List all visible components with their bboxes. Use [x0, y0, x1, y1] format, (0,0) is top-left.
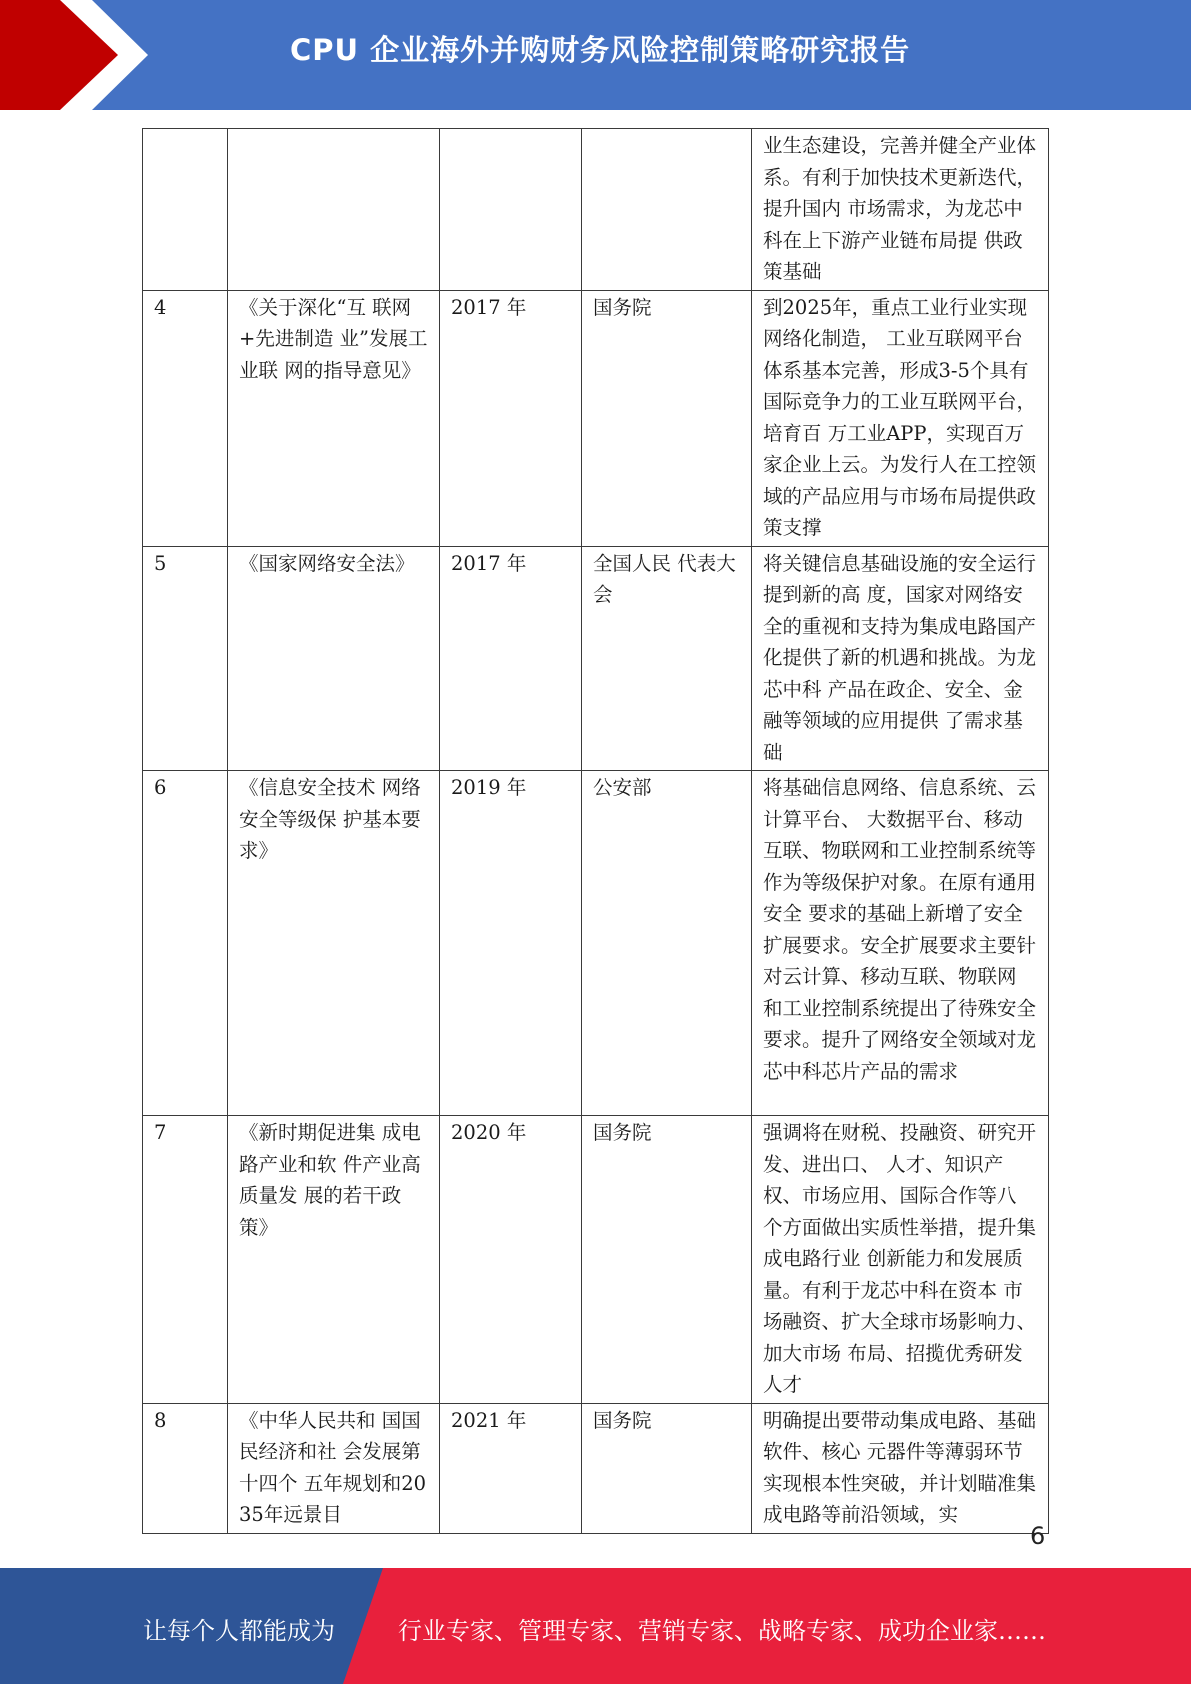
- cell-policy-name: 《信息安全技术 网络安全等级保 护基本要求》: [228, 771, 440, 1116]
- cell-policy-name: 《关于深化“互 联网+先进制造 业”发展工业联 网的指导意见》: [228, 290, 440, 546]
- cell-policy-name: 《中华人民共和 国国民经济和社 会发展第十四个 五年规划和2035年远景目: [228, 1403, 440, 1533]
- table-row: [143, 129, 1049, 291]
- cell-issuer: [582, 129, 752, 291]
- cell-description: 将关键信息基础设施的安全运行提到新的高 度，国家对网络安全的重视和支持为集成电路国产化提供了新的机遇和挑战。为龙芯中科 产品在政企、安全、金融等领域的应用提供 了需求基础: [752, 546, 1049, 771]
- cell-year: 2021 年: [440, 1403, 582, 1533]
- cell-year: 2017 年: [440, 546, 582, 771]
- cell-description: 业生态建设，完善并健全产业体系。有利于加快技术更新迭代，提升国内 市场需求，为龙芯中科在上下游产业链布局提 供政策基础: [752, 129, 1049, 291]
- cell-description: 到2025年，重点工业行业实现网络化制造， 工业互联网平台体系基本完善，形成3-5个具有国际竞争力的工业互联网平台，培育百 万工业APP，实现百万家企业上云。为发行人在工控领域的产品应用与市场布局提供政 策支撑: [752, 290, 1049, 546]
- cell-number: 4: [143, 290, 228, 546]
- cell-number: [143, 129, 228, 291]
- cell-number: 7: [143, 1116, 228, 1404]
- cell-year: 2017 年: [440, 290, 582, 546]
- policy-table: [142, 128, 1049, 1534]
- header-arrow-decoration: [0, 0, 150, 110]
- cell-issuer: 国务院: [582, 1403, 752, 1533]
- footer-slogan-right: 行业专家、管理专家、营销专家、战略专家、成功企业家……: [398, 1617, 1046, 1645]
- page-number: 6: [1030, 1522, 1046, 1550]
- cell-issuer: 国务院: [582, 290, 752, 546]
- cell-number: 5: [143, 546, 228, 771]
- table-row: [143, 771, 1049, 1116]
- cell-year: 2020 年: [440, 1116, 582, 1404]
- cell-number: 8: [143, 1403, 228, 1533]
- cell-policy-name: 《新时期促进集 成电路产业和软 件产业高质量发 展的若干政策》: [228, 1116, 440, 1404]
- cell-issuer: 全国人民 代表大会: [582, 546, 752, 771]
- cell-number: 6: [143, 771, 228, 1116]
- cell-policy-name: [228, 129, 440, 291]
- cell-description: 明确提出要带动集成电路、基础软件、核心 元器件等薄弱环节实现根本性突破，并计划瞄准集成电路等前沿领域，实: [752, 1403, 1049, 1533]
- page-header: [0, 0, 1191, 110]
- cell-issuer: 国务院: [582, 1116, 752, 1404]
- table-row: [143, 1116, 1049, 1404]
- cell-issuer: 公安部: [582, 771, 752, 1116]
- cell-year: 2019 年: [440, 771, 582, 1116]
- footer-slogan-left: 让每个人都能成为: [143, 1617, 335, 1645]
- report-title: CPU 企业海外并购财务风险控制策略研究报告: [290, 33, 911, 67]
- cell-description: 强调将在财税、投融资、研究开发、进出口、 人才、知识产权、市场应用、国际合作等八 个方面做出实质性举措，提升集成电路行业 创新能力和发展质量。有利于龙芯中科在资本 市场融资、扩大全球市场影响力、加大市场 布局、招揽优秀研发人才: [752, 1116, 1049, 1404]
- table-row: [143, 1403, 1049, 1533]
- page-footer: [0, 1568, 1191, 1684]
- table-row: [143, 546, 1049, 771]
- table-row: [143, 290, 1049, 546]
- cell-year: [440, 129, 582, 291]
- cell-description: 将基础信息网络、信息系统、云计算平台、 大数据平台、移动互联、物联网和工业控制系统等作为等级保护对象。在原有通用安全 要求的基础上新增了安全扩展要求。安全扩展要求主要针对云计算、移动互联、物联网 和工业控制系统提出了待殊安全要求。提升了网络安全领域对龙芯中科芯片产品的需求: [752, 771, 1049, 1116]
- cell-policy-name: 《国家网络安全法》: [228, 546, 440, 771]
